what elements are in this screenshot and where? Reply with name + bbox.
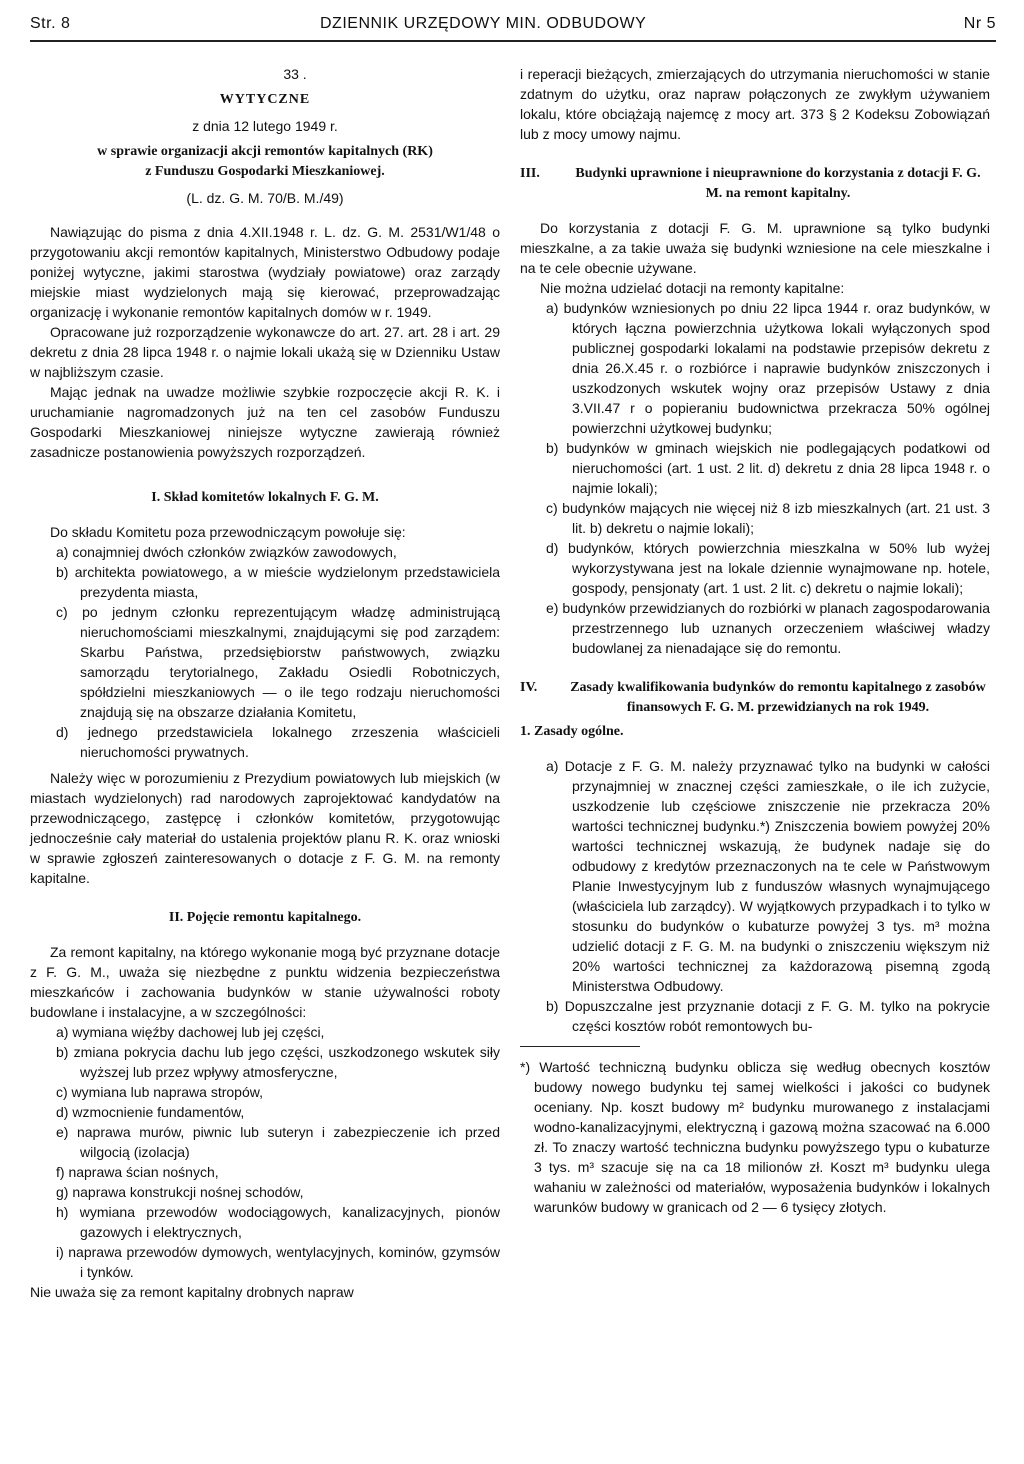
- section-3-heading: [520, 164, 990, 204]
- list-item: e) budynków przewidzianych do rozbiórki w planach zagospodarowania przestrzennego lub uznanych orzeczeniem właściwej władzy budowlanej za nienadające się do remontu.: [546, 600, 990, 656]
- list-item: e) naprawa murów, piwnic lub suteryn i zabezpieczenie ich przed wilgocią (izolacja): [56, 1124, 500, 1160]
- section-1-heading: I. Skład komitetów lokalnych F. G. M.: [151, 490, 379, 505]
- section-2-heading: II. Pojęcie remontu kapitalnego.: [168, 910, 362, 925]
- section-2-outro: Nie uważa się za remont kapitalny drobnych napraw: [30, 1284, 354, 1300]
- document-number: 33 .: [283, 66, 307, 82]
- document-title: WYTYCZNE: [219, 92, 311, 107]
- page-number: Str. 8: [30, 15, 71, 32]
- journal-title: DZIENNIK URZĘDOWY MIN. ODBUDOWY: [320, 15, 647, 32]
- list-item: i) naprawa przewodów dymowych, wentylacyjnych, kominów, gzymsów i tynków.: [56, 1244, 500, 1280]
- subject-line-1: w sprawie organizacji akcji remontów kapitalnych (RK): [97, 144, 433, 159]
- section-4-subheading: 1. Zasady ogólne.: [520, 724, 624, 739]
- list-item: g) naprawa konstrukcji nośnej schodów,: [56, 1184, 304, 1200]
- paragraph-3: Mając jednak na uwadze możliwie szybkie rozpoczęcie akcji R. K. i uruchamianie nagromadzonych już na ten cel zasobów Funduszu Gospodarki Mieszkaniowej niniejsze wytyczne zawierają również zasadnicze postanowienia powyższych rozporządzeń.: [30, 384, 500, 460]
- list-item: d) wzmocnienie fundamentów,: [56, 1104, 245, 1120]
- section-3-not-allowed: Nie można udzielać dotacji na remonty kapitalne:: [540, 280, 845, 296]
- list-item: a) wymiana więźby dachowej lub jej części,: [56, 1024, 325, 1040]
- document-date: z dnia 12 lutego 1949 r.: [192, 118, 338, 134]
- list-item: b) architekta powiatowego, a w mieście wydzielonym przedstawiciela prezydenta miasta,: [56, 564, 500, 600]
- section-4-heading: [520, 678, 990, 718]
- section-3-number: III.: [520, 166, 540, 181]
- list-item: d) jednego przedstawiciela lokalnego zrzeszenia właścicieli nieruchomości prywatnych.: [56, 724, 500, 760]
- list-item: b) zmiana pokrycia dachu lub jego części, uszkodzonego wskutek siły wyższej lub przez wpływy atmosferyczne,: [56, 1044, 500, 1080]
- left-column: [30, 64, 500, 1302]
- list-item: a) budynków wzniesionych po dniu 22 lipca 1944 r. oraz budynków, w których łączna powierzchnia użytkowa lokali wyłączonych spod publicznej gospodarki lokalami na podstawie przepisów dekretu z dnia 26.X.45 r. o rozbiórce i naprawie budynków zniszczonych i uszkodzonych wskutek wojny oraz przepisów Ustawy z dnia 3.VII.47 r o popieraniu budownictwa przekracza 50% ogólnej powierzchni użytkowej budynku;: [546, 300, 990, 436]
- section-3-intro: Do korzystania z dotacji F. G. M. uprawnione są tylko budynki mieszkalne, a za takie uważa się budynki wzniesione na cele mieszkalne i na te cele obecnie używane.: [520, 220, 990, 276]
- list-item: h) wymiana przewodów wodociągowych, kanalizacyjnych, pionów gazowych i elektrycznych,: [56, 1204, 500, 1240]
- paragraph-2: Opracowane już rozporządzenie wykonawcze do art. 27. art. 28 i art. 29 dekretu z dnia 28 lipca 1948 r. o najmie lokali ukażą się w Dzienniku Ustaw w najbliższym czasie.: [30, 324, 500, 380]
- section-3-title: Budynki uprawnione i nieuprawnione do korzystania z dotacji F. G. M. na remont kapitalny.: [575, 166, 981, 201]
- list-item: b) budynków w gminach wiejskich nie podlegających podatkowi od nieruchomości (art. 1 ust. 2 lit. d) dekretu z dnia 28 lipca 1948 r. o najmie lokali);: [546, 440, 990, 496]
- list-item: a) Dotacje z F. G. M. należy przyznawać tylko na budynki w całości przynajmniej w znacznej części zamieszkałe, o ile ich zużycie, uszkodzenie lub częściowe zniszczenie nie przekracza 20% wartości technicznej budynku.*) Zniszczenia bowiem powyżej 20% wartości technicznej wskazują, że budynek nadaje się do odbudowy z kredytów przeznaczonych na te cele w Państwowym Planie Inwestycyjnym lub z funduszów własnych wynajmującego (właściciela lub zarządcy). W wyjątkowych przypadkach i to tylko w stosunku do budynków o kubaturze powyżej 3 tys. m³ można udzielić dotacji z F. G. M. na budynki o zniszczeniu większym niż 20% wartości technicznej za każdorazową pisemną zgodą Ministerstwa Odbudowy.: [546, 758, 990, 994]
- page-header: [30, 14, 996, 38]
- continued-paragraph: i reperacji bieżących, zmierzających do utrzymania nieruchomości w stanie zdatnym do użytku, oraz napraw połączonych ze zwykłym używaniem lokalu, które obciążają najemcę z mocy art. 373 § 2 Kodeksu Zobowiązań lub z mocy umowy najmu.: [520, 66, 990, 142]
- list-item: b) Dopuszczalne jest przyznanie dotacji z F. G. M. tylko na pokrycie części kosztów robót remontowych bu-: [546, 998, 990, 1034]
- section-1-outro: Należy więc w porozumieniu z Prezydium powiatowych lub miejskich (w miastach wydzielonych) rad narodowych zaprojektować kandydatów na przewodniczącego, zastępcę i członków komitetów, przygotowując jednocześnie cały materiał do ustalenia projektów planu R. K. oraz wnioski w sprawie zgłoszeń zainteresowanych o dotacje z F. G. M. na remonty kapitalne.: [30, 770, 500, 886]
- list-item: f) naprawa ścian nośnych,: [56, 1164, 219, 1180]
- list-item: a) conajmniej dwóch członków związków zawodowych,: [56, 544, 397, 560]
- section-2-intro: Za remont kapitalny, na którego wykonanie mogą być przyznane dotacje z F. G. M., uważa się niezbędne z punktu widzenia bezpieczeństwa mieszkańców i zachowania budynków w stanie używalności roboty budowlane i instalacyjne, a w szczególności:: [30, 944, 500, 1020]
- right-column: [520, 64, 990, 1217]
- footnote: *) Wartość techniczną budynku oblicza się według obecnych kosztów budowy nowego budynku tej samej wielkości i jakości co budynek oceniany. Np. koszt budowy m² budynku murowanego z instalacjami wodno-kanalizacyjnymi, elektryczną i gazową można szacować na 6.000 zł. To znaczy wartość techniczna budynku powyższego typu o kubaturze 3 tys. m³ szacuje się na ca 18 milionów zł. Koszt m³ budynku ulega wahaniu w zależności od materiałów, wyposażenia budynków i lokalnych warunków budowy w granicach od 2 — 6 tysięcy złotych.: [520, 1059, 990, 1215]
- list-item: c) po jednym członku reprezentującym władzę administrującą nieruchomościami mieszkalnymi, znajdującymi się pod zarządem: Skarbu Państwa, przedsiębiorstw państwowych, związku samorządu terytorialnego, Zakładu Osiedli Robotniczych, spółdzielni mieszkaniowych — o ile tego rodzaju nieruchomości znajdują się na obszarze działania Komitetu,: [56, 604, 500, 720]
- issue-number: Nr 5: [963, 15, 996, 32]
- footnote-rule: [520, 1046, 640, 1047]
- section-1-intro: Do składu Komitetu poza przewodniczącym powołuje się:: [50, 524, 406, 540]
- section-4-title: Zasady kwalifikowania budynków do remontu kapitalnego z zasobów finansowych F. G. M. przewidzianych na rok 1949.: [570, 680, 986, 715]
- section-4-number: IV.: [520, 680, 538, 695]
- list-item: c) budynków mających nie więcej niż 8 izb mieszkalnych (art. 21 ust. 3 lit. b) dekretu o najmie lokali);: [546, 500, 990, 536]
- subject-line-2: z Funduszu Gospodarki Mieszkaniowej.: [145, 164, 385, 179]
- list-item: c) wymiana lub naprawa stropów,: [56, 1084, 263, 1100]
- document-reference: (L. dz. G. M. 70/B. M./49): [186, 190, 344, 206]
- list-item: d) budynków, których powierzchnia mieszkalna w 50% lub wyżej wykorzystywana jest na lokale dziennie wynajmowane np. hotele, gospody, pensjonaty (art. 1 ust. 2 lit. c) dekretu o najmie lokali);: [546, 540, 990, 596]
- header-rule: [30, 40, 996, 42]
- intro-paragraph: Nawiązując do pisma z dnia 4.XII.1948 r. L. dz. G. M. 2531/W1/48 o przygotowaniu akcji remontów kapitalnych, Ministerstwo Odbudowy podaje poniżej wytyczne, jakimi starostwa (wydziały powiatowe) oraz zarządy miejskie miast wydzielonych mają się kierować, przeprowadzając organizację i wykonanie remontów kapitalnych domów w r. 1949.: [30, 224, 500, 320]
- document-subject: [30, 142, 500, 182]
